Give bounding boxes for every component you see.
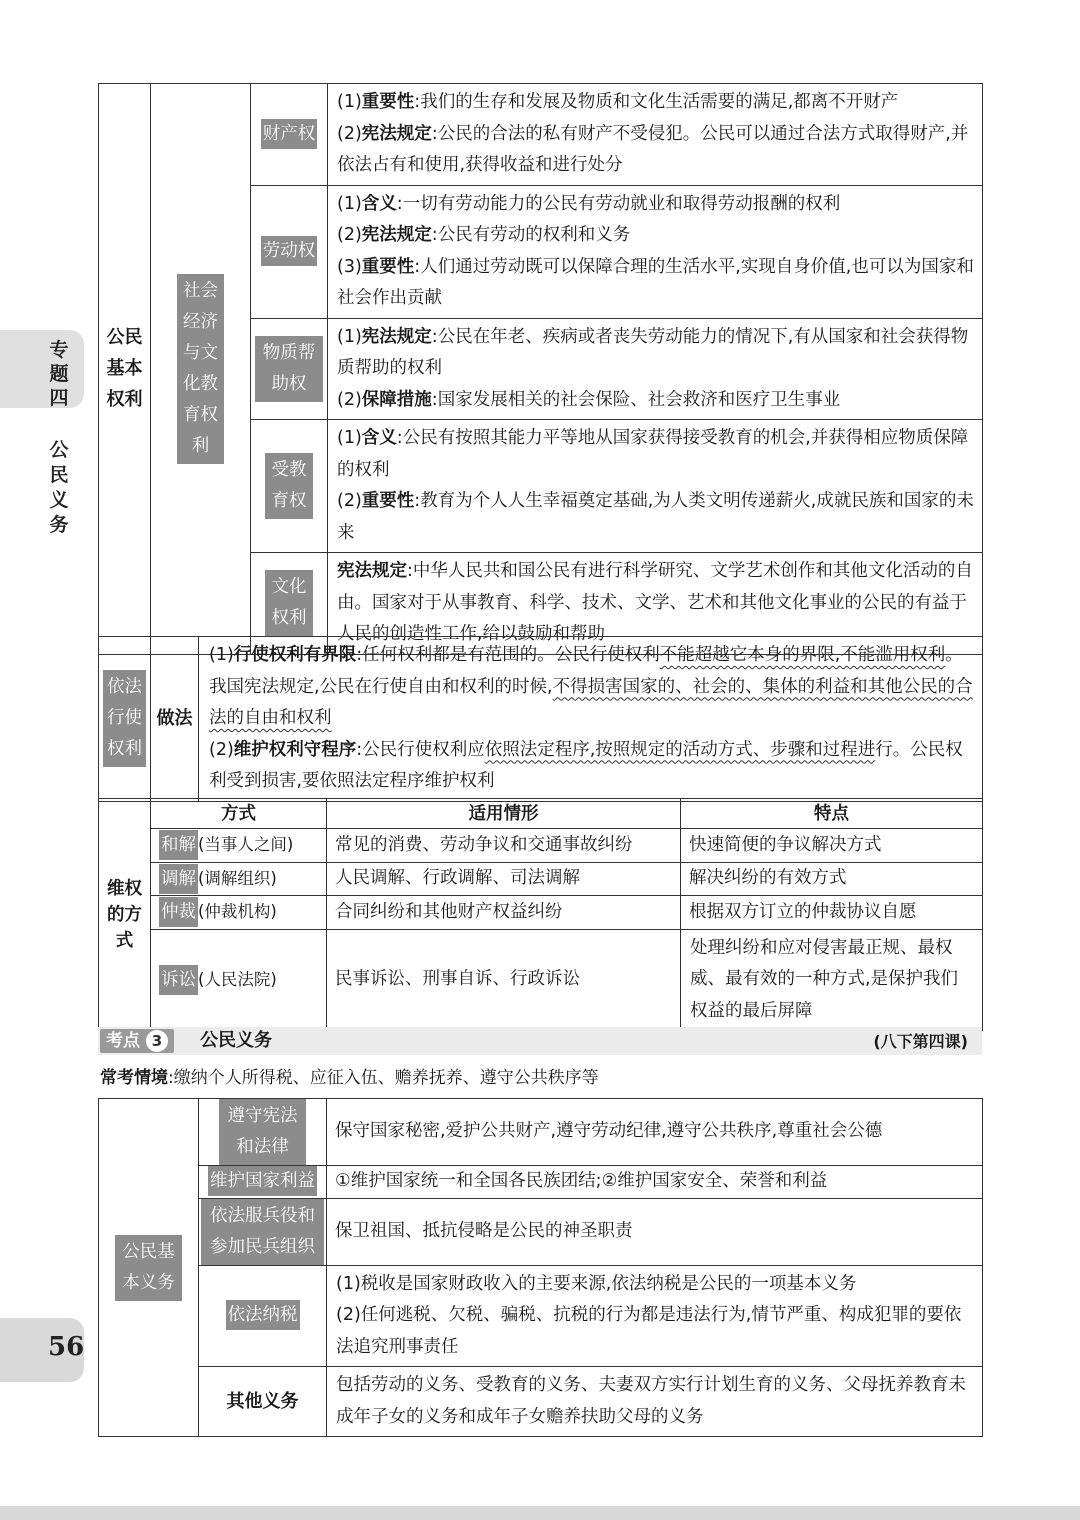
duty-military-content: 保卫祖国、抵抗侵略是公民的神圣职责: [327, 1198, 983, 1265]
page-number-tab: [0, 1318, 84, 1382]
socio-economic-rights-label: 社会经济与文化教育权利: [151, 84, 251, 655]
table-row: 仲裁 (仲裁机构) 合同纠纷和其他财产权益纠纷 根据双方订立的仲裁协议自愿: [99, 896, 983, 930]
exercise-rights-content: (1)行使权利有界限:任何权利都是有范围的。公民行使权利不能超越它本身的界限,不能滥用权利。我国宪法规定,公民在行使自由和权利的时候,不得损害国家的、社会的、集体的利益和其他公民的合法的自由和权利 (2)维护权利守程序:公民行使权利应依照法定程序,按照规定的活动方式、步骤和过程进行。公民权利受到损害,要依照法定程序维护权利: [199, 637, 983, 802]
lesson-source: (八下第四课): [873, 1032, 968, 1051]
citizen-rights-label: 公民基本权利: [99, 84, 151, 655]
methods-label: 维权的方式: [99, 799, 151, 1031]
duty-tax-content: (1)税收是国家财政收入的主要来源,依法纳税是公民的一项基本义务 (2)任何逃税、欠税、骗税、抗税的行为都是违法行为,情节严重、构成犯罪的要依法追究刑事责任: [327, 1265, 983, 1367]
header-feature: 特点: [681, 799, 983, 829]
duty-other-label: 其他义务: [199, 1367, 327, 1437]
duties-table: [98, 1098, 983, 1437]
exercise-rights-table: [98, 636, 983, 802]
rights-protection-methods-table: [98, 798, 983, 1031]
duty-tax-label: 依法纳税: [199, 1265, 327, 1367]
labor-right-content: (1)含义:一切有劳动能力的公民有劳动就业和取得劳动报酬的权利 (2)宪法规定:公民有劳动的权利和义务 (3)重要性:人们通过劳动既可以保障合理的生活水平,实现自身价值,也可以为国家和社会作出贡献: [328, 185, 983, 318]
duty-other-content: 包括劳动的义务、受教育的义务、夫妻双方实行计划生育的义务、父母抚养教育未成年子女的义务和成年子女赡养扶助父母的义务: [327, 1367, 983, 1437]
practice-label: 做法: [151, 637, 199, 802]
material-aid-right-content: (1)宪法规定:公民在年老、疾病或者丧失劳动能力的情况下,有从国家和社会获得物质帮助的权利 (2)保障措施:国家发展相关的社会保险、社会救济和医疗卫生事业: [328, 318, 983, 420]
header-method: 方式: [151, 799, 327, 829]
header-applicable-case: 适用情形: [327, 799, 681, 829]
property-right-content: (1)重要性:我们的生存和发展及物质和文化生活需要的满足,都离不开财产 (2)宪法规定:公民的合法的私有财产不受侵犯。公民可以通过合法方式取得财产,并依法占有和使用,获得收益和进行处分: [328, 84, 983, 186]
duty-constitution-content: 保守国家秘密,爱护公共财产,遵守劳动纪律,遵守公共秩序,尊重社会公德: [327, 1099, 983, 1166]
duty-national-interest-label: 维护国家利益: [199, 1166, 327, 1199]
labor-right-label: 劳动权: [251, 185, 328, 318]
subject-label: 公 民 义 务: [49, 439, 69, 536]
duty-constitution-label: 遵守宪法和法律: [199, 1099, 327, 1166]
table-row: 和解 (当事人之间) 常见的消费、劳动争议和交通事故纠纷 快速简便的争议解决方式: [99, 829, 983, 863]
property-right-label: 财产权: [251, 84, 328, 186]
topic-tab-label: 专 题 四: [49, 339, 69, 409]
page-number: 56: [48, 1332, 85, 1362]
cultural-right-label: 文化权利: [251, 553, 328, 655]
table-row: 调解 (调解组织) 人民调解、行政调解、司法调解 解决纠纷的有效方式: [99, 862, 983, 896]
page-bottom-bar: [0, 1506, 1080, 1520]
kaodian-badge: 考点 3: [100, 1029, 174, 1053]
rights-table: [98, 83, 983, 655]
education-right-label: 受教育权: [251, 420, 328, 553]
common-scenarios: 常考情境:缴纳个人所得税、应征入伍、赡养抚养、遵守公共秩序等: [100, 1068, 599, 1088]
duty-military-label: 依法服兵役和参加民兵组织: [199, 1198, 327, 1265]
education-right-content: (1)含义:公民有按照其能力平等地从国家获得接受教育的机会,并获得相应物质保障的权利 (2)重要性:教育为个人人生幸福奠定基础,为人类文明传递薪火,成就民族和国家的未来: [328, 420, 983, 553]
section-title: 公民义务: [200, 1030, 272, 1051]
exercise-rights-label: 依法行使权利: [99, 637, 151, 802]
cultural-right-content: 宪法规定:中华人民共和国公民有进行科学研究、文学艺术创作和其他文化活动的自由。国家对于从事教育、科学、技术、文学、艺术和其他文化事业的公民的有益于人民的创造性工作,给以鼓励和帮助: [328, 553, 983, 655]
duty-national-interest-content: ①维护国家统一和全国各民族团结;②维护国家安全、荣誉和利益: [327, 1166, 983, 1199]
material-aid-right-label: 物质帮助权: [251, 318, 328, 420]
basic-duties-label: 公民基本义务: [99, 1099, 199, 1437]
table-row: 诉讼 (人民法院) 民事诉讼、刑事自诉、行政诉讼 处理纠纷和应对侵害最正规、最权威、最有效的一种方式,是保护我们权益的最后屏障: [99, 929, 983, 1031]
